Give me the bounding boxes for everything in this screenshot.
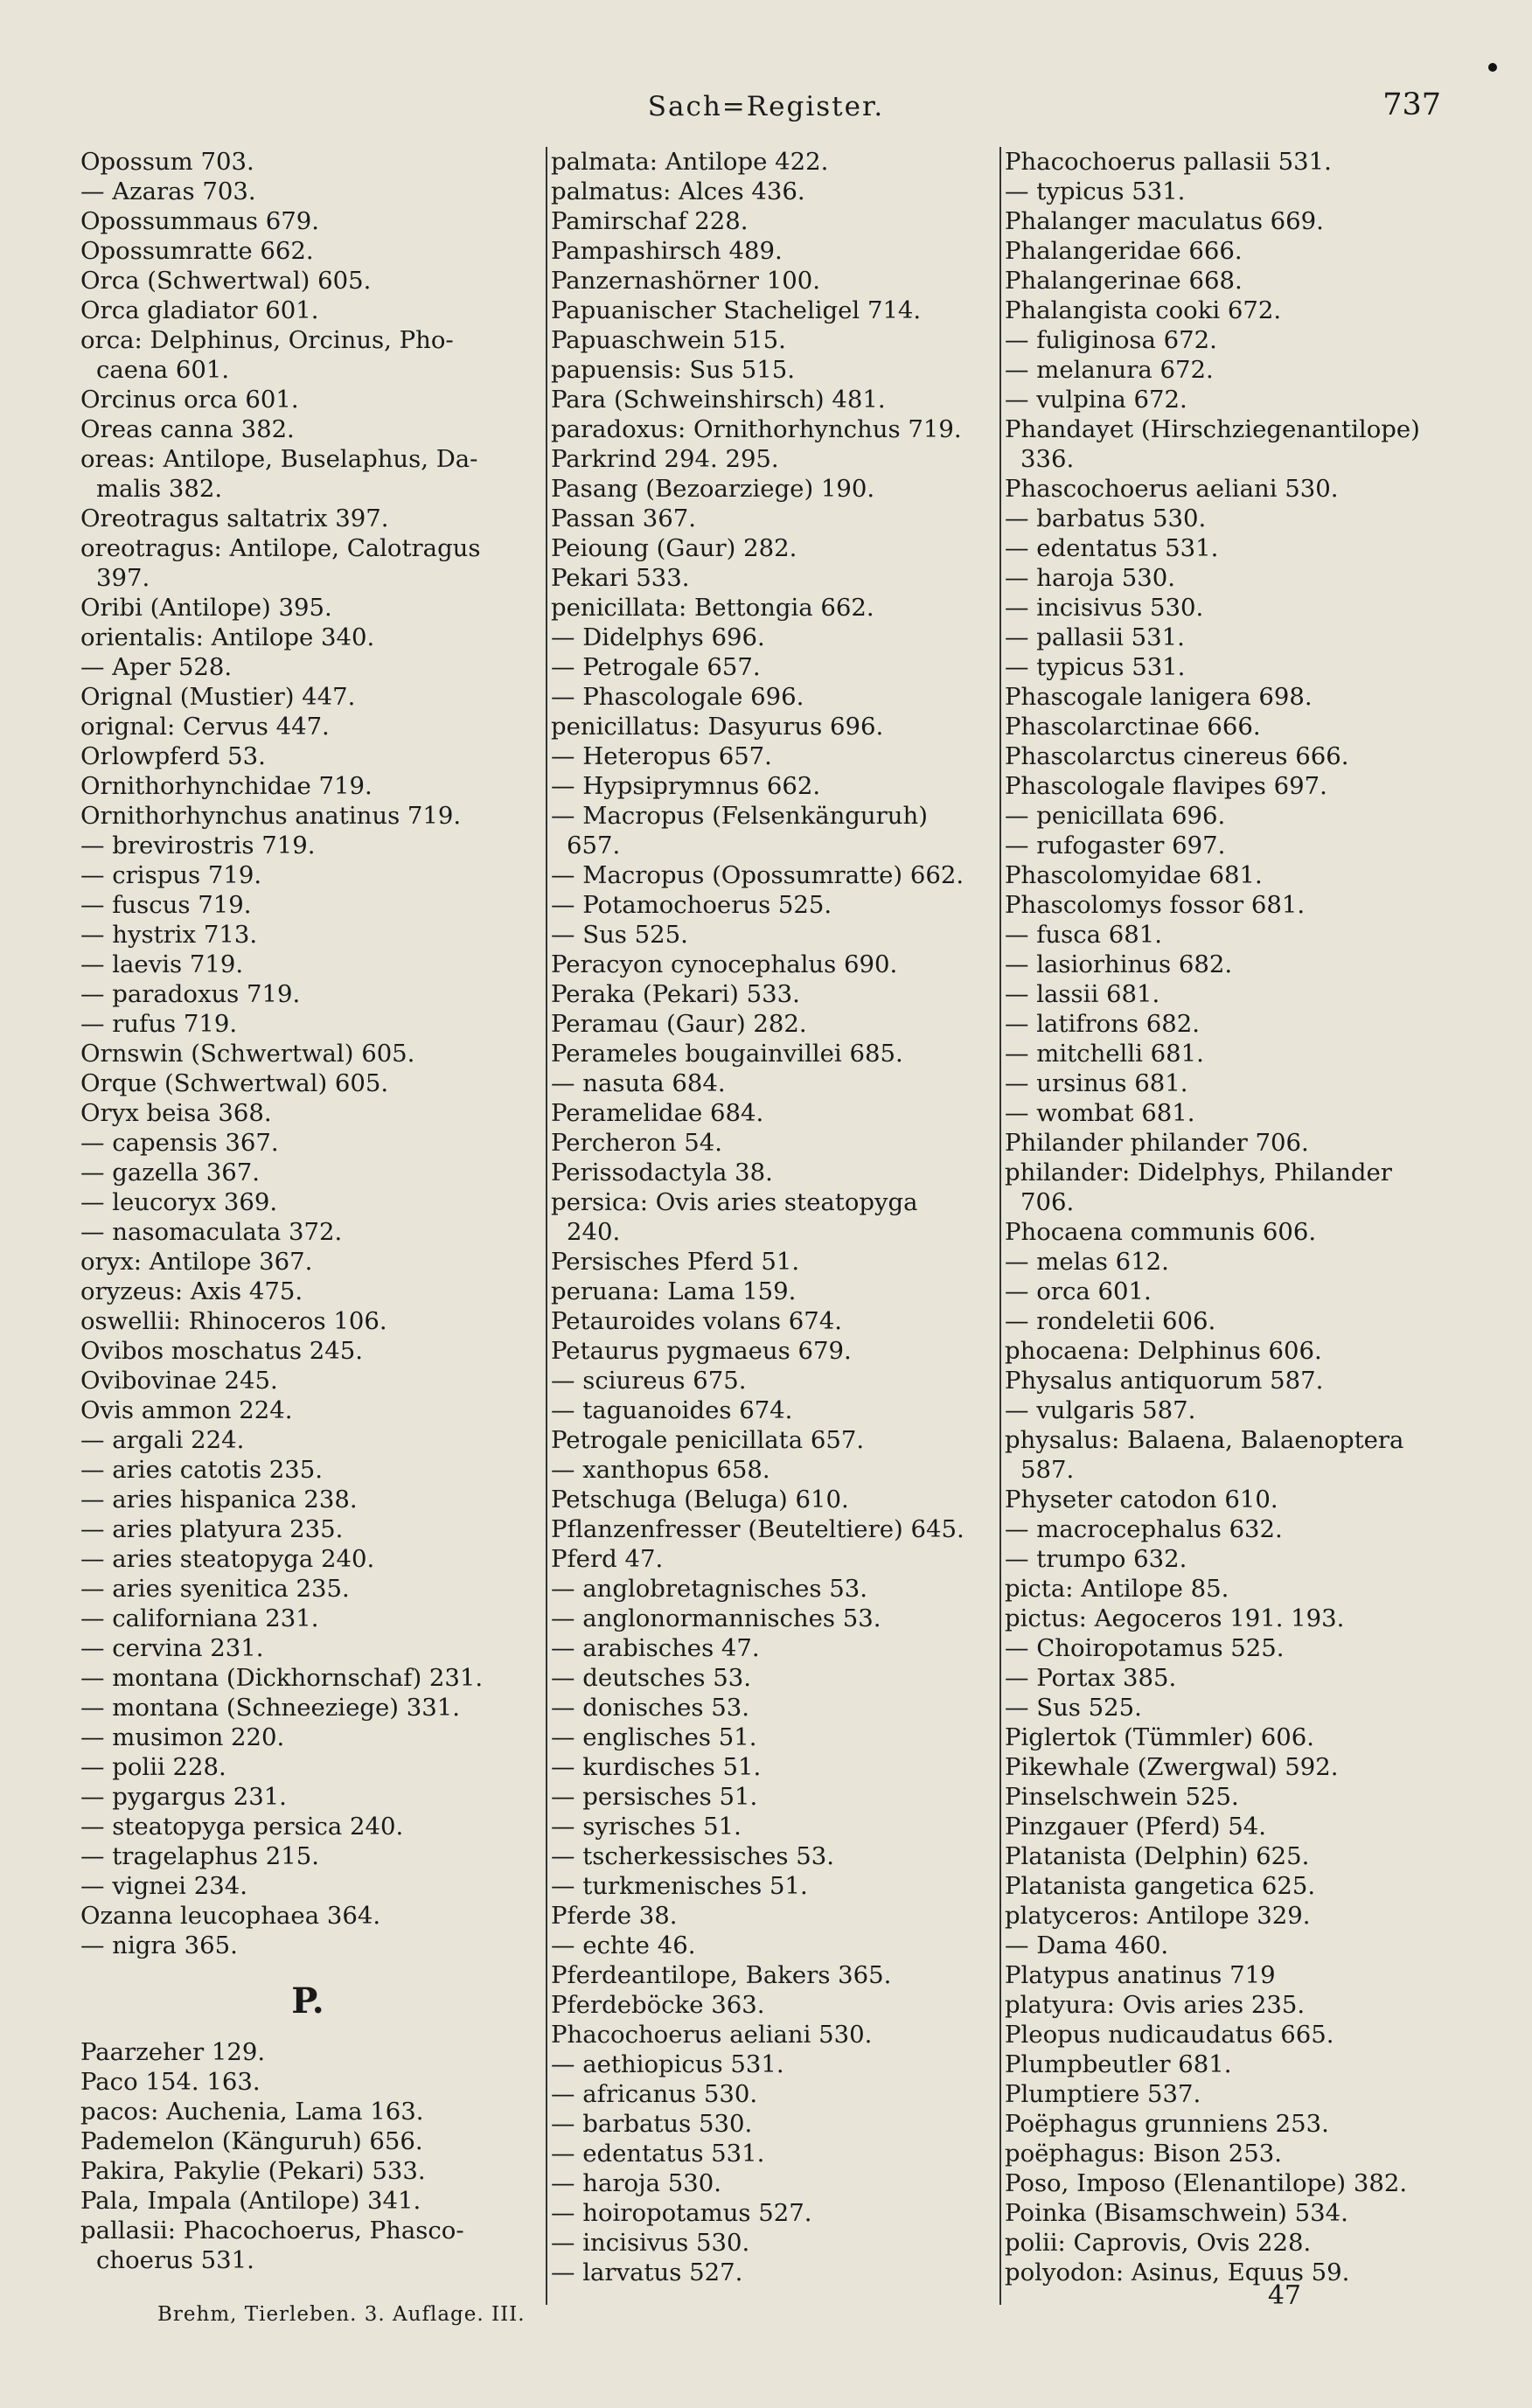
index-entry: — trumpo 632. <box>1005 1545 1187 1573</box>
index-entry: papuensis: Sus 515. <box>551 356 795 384</box>
index-entry: — lassii 681. <box>1005 980 1160 1008</box>
index-entry: Poso, Imposo (Elenantilope) 382. <box>1005 2169 1408 2197</box>
index-entry: Physalus antiquorum 587. <box>1005 1367 1324 1395</box>
index-entry: — aries steatopyga 240. <box>80 1545 375 1573</box>
index-entry: palmata: Antilope 422. <box>551 148 829 176</box>
index-entry: Peramau (Gaur) 282. <box>551 1010 807 1038</box>
index-entry: — Heteropus 657. <box>551 742 772 770</box>
index-entry: — fusca 681. <box>1005 921 1163 949</box>
index-entry: Pademelon (Känguruh) 656. <box>80 2127 423 2155</box>
index-entry: — lasiorhinus 682. <box>1005 950 1233 978</box>
index-entry: orca: Delphinus, Orcinus, Pho- <box>80 326 454 354</box>
index-entry: — aries syenitica 235. <box>80 1575 350 1603</box>
index-entry: — rufogaster 697. <box>1005 832 1226 860</box>
index-entry: Paco 154. 163. <box>80 2068 261 2096</box>
index-entry: Phascolarctinae 666. <box>1005 713 1261 741</box>
index-entry: polii: Caprovis, Ovis 228. <box>1005 2229 1312 2257</box>
index-entry: — nigra 365. <box>80 1931 238 1959</box>
index-entry: Opossumratte 662. <box>80 237 314 265</box>
index-entry: Oryx beisa 368. <box>80 1099 272 1127</box>
entry-list <box>547 147 993 2287</box>
index-entry: — cervina 231. <box>80 1634 264 1662</box>
index-entry: — macrocephalus 632. <box>1005 1515 1283 1543</box>
index-entry: — Aper 528. <box>80 653 233 681</box>
footer-imprint: Brehm, Tierleben. 3. Auflage. III. <box>157 2303 526 2326</box>
index-entry: Orcinus orca 601. <box>80 386 299 414</box>
index-entry: physalus: Balaena, Balaenoptera <box>1005 1426 1404 1454</box>
page-number: 737 <box>1382 87 1441 122</box>
index-entry: Peramelidae 684. <box>551 1099 764 1127</box>
index-entry: Papuaschwein 515. <box>551 326 786 354</box>
index-entry: — Macropus (Opossumratte) 662. <box>551 861 964 889</box>
index-entry: Ornithorhynchus anatinus 719. <box>80 802 462 830</box>
index-entry: persica: Ovis aries steatopyga <box>551 1188 918 1216</box>
index-entry: Phascologale flavipes 697. <box>1005 772 1327 800</box>
index-entry: — paradoxus 719. <box>80 980 301 1008</box>
index-entry: Ovibos moschatus 245. <box>80 1337 363 1365</box>
index-entry: Ovibovinae 245. <box>80 1367 278 1395</box>
index-entry: — haroja 530. <box>1005 564 1175 592</box>
index-entry: Oreotragus saltatrix 397. <box>80 505 389 532</box>
index-entry: paradoxus: Ornithorhynchus 719. <box>551 415 962 443</box>
index-entry: Ornswin (Schwertwal) 605. <box>80 1040 415 1068</box>
index-entry: — aries catotis 235. <box>80 1456 324 1484</box>
index-entry: — nasuta 684. <box>551 1069 726 1097</box>
index-entry: Pinzgauer (Pferd) 54. <box>1005 1813 1267 1841</box>
index-entry: penicillatus: Dasyurus 696. <box>551 713 884 741</box>
index-entry: Phascolarctus cinereus 666. <box>1005 742 1349 770</box>
index-entry: oryzeus: Axis 475. <box>80 1277 303 1305</box>
index-entry: Platypus anatinus 719 <box>1005 1961 1276 1989</box>
index-entry: malis 382. <box>96 475 223 503</box>
index-entry: — Sus 525. <box>1005 1694 1142 1722</box>
index-entry: — pallasii 531. <box>1005 623 1185 651</box>
index-entry: — anglonormannisches 53. <box>551 1604 881 1632</box>
index-entry: — fuscus 719. <box>80 891 252 919</box>
index-column-1 <box>80 147 535 2275</box>
index-entry: Phascochoerus aeliani 530. <box>1005 475 1339 503</box>
index-entry: — brevirostris 719. <box>80 832 316 860</box>
index-entry: penicillata: Bettongia 662. <box>551 594 874 622</box>
index-entry: — musimon 220. <box>80 1723 285 1751</box>
index-entry: — Potamochoerus 525. <box>551 891 832 919</box>
index-entry: pacos: Auchenia, Lama 163. <box>80 2098 424 2126</box>
index-entry: Orignal (Mustier) 447. <box>80 683 356 711</box>
index-entry: — latifrons 682. <box>1005 1010 1200 1038</box>
index-entry: — edentatus 531. <box>1005 534 1219 562</box>
entry-list-o <box>80 147 535 1960</box>
index-entry: philander: Didelphys, Philander <box>1005 1159 1392 1187</box>
index-entry: Paarzeher 129. <box>80 2038 266 2066</box>
index-entry: poëphagus: Bison 253. <box>1005 2140 1282 2168</box>
index-entry: Phacochoerus aeliani 530. <box>551 2021 873 2049</box>
index-entry: — tragelaphus 215. <box>80 1842 320 1870</box>
index-entry: Oreas canna 382. <box>80 415 295 443</box>
index-entry: — montana (Dickhornschaf) 231. <box>80 1664 484 1692</box>
index-entry: Phalangeridae 666. <box>1005 237 1243 265</box>
index-entry: — capensis 367. <box>80 1129 279 1157</box>
index-entry: — rufus 719. <box>80 1010 238 1038</box>
index-entry: Panzernashörner 100. <box>551 267 821 295</box>
index-entry: Pakira, Pakylie (Pekari) 533. <box>80 2157 426 2185</box>
index-entry: Phascolomys fossor 681. <box>1005 891 1306 919</box>
index-entry: Platanista gangetica 625. <box>1005 1872 1316 1900</box>
index-entry: Peracyon cynocephalus 690. <box>551 950 898 978</box>
index-entry: — larvatus 527. <box>551 2258 743 2286</box>
index-entry: — Phascologale 696. <box>551 683 804 711</box>
index-entry: Petaurus pygmaeus 679. <box>551 1337 852 1365</box>
index-entry: — vignei 234. <box>80 1872 247 1900</box>
index-entry: orientalis: Antilope 340. <box>80 623 375 651</box>
index-entry: picta: Antilope 85. <box>1005 1575 1229 1603</box>
index-entry: Philander philander 706. <box>1005 1129 1309 1157</box>
index-entry: 397. <box>96 564 150 592</box>
index-entry: Phocaena communis 606. <box>1005 1218 1317 1246</box>
index-entry: 657. <box>567 832 621 860</box>
index-entry: — Dama 460. <box>1005 1931 1169 1959</box>
index-entry: Pflanzenfresser (Beuteltiere) 645. <box>551 1515 964 1543</box>
index-entry: Peioung (Gaur) 282. <box>551 534 797 562</box>
index-entry: — echte 46. <box>551 1931 696 1959</box>
index-entry: — donisches 53. <box>551 1694 749 1722</box>
index-entry: — Portax 385. <box>1005 1664 1177 1692</box>
index-entry: Physeter catodon 610. <box>1005 1486 1278 1514</box>
index-entry: Phalangista cooki 672. <box>1005 296 1282 324</box>
page-footer <box>0 2280 1532 2338</box>
index-entry: — fuliginosa 672. <box>1005 326 1217 354</box>
index-entry: — Choiropotamus 525. <box>1005 1634 1285 1662</box>
index-entry: — Didelphys 696. <box>551 623 765 651</box>
index-entry: — californiana 231. <box>80 1604 319 1632</box>
index-entry: — xanthopus 658. <box>551 1456 770 1484</box>
index-entry: — typicus 531. <box>1005 653 1186 681</box>
index-entry: Pferde 38. <box>551 1902 678 1930</box>
index-entry: Phacochoerus pallasii 531. <box>1005 148 1332 176</box>
entry-list-p <box>80 2037 535 2275</box>
index-entry: Pekari 533. <box>551 564 690 592</box>
index-entry: — persisches 51. <box>551 1783 758 1811</box>
page-title: Sach=Register. <box>647 91 885 122</box>
index-entry: Parkrind 294. 295. <box>551 445 779 473</box>
index-entry: choerus 531. <box>96 2246 254 2274</box>
index-entry: — anglobretagnisches 53. <box>551 1575 867 1603</box>
index-entry: — arabisches 47. <box>551 1634 760 1662</box>
margin-dot <box>1488 63 1497 72</box>
entry-list <box>1001 147 1456 2287</box>
index-entry: — rondeletii 606. <box>1005 1307 1216 1335</box>
index-entry: Ornithorhynchidae 719. <box>80 772 373 800</box>
index-entry: Percheron 54. <box>551 1129 722 1157</box>
index-entry: — aries platyura 235. <box>80 1515 344 1543</box>
index-entry: Peraka (Pekari) 533. <box>551 980 800 1008</box>
index-entry: Perissodactyla 38. <box>551 1159 773 1187</box>
index-entry: — polii 228. <box>80 1753 226 1781</box>
index-entry: Opossum 703. <box>80 148 254 176</box>
index-entry: — aries hispanica 238. <box>80 1486 358 1514</box>
signature-mark: 47 <box>1267 2280 1301 2311</box>
index-entry: Pferdeböcke 363. <box>551 1991 765 2019</box>
index-entry: — pygargus 231. <box>80 1783 287 1811</box>
index-entry: — turkmenisches 51. <box>551 1872 808 1900</box>
index-entry: — orca 601. <box>1005 1277 1152 1305</box>
index-entry: 706. <box>1020 1188 1075 1216</box>
index-entry: Pala, Impala (Antilope) 341. <box>80 2187 421 2215</box>
index-entry: — sciureus 675. <box>551 1367 747 1395</box>
index-entry: Pferdeantilope, Bakers 365. <box>551 1961 892 1989</box>
index-entry: oryx: Antilope 367. <box>80 1248 313 1276</box>
index-entry: — laevis 719. <box>80 950 244 978</box>
index-entry: — vulgaris 587. <box>1005 1396 1196 1424</box>
section-letter: P. <box>291 1980 324 2022</box>
index-entry: oreas: Antilope, Buselaphus, Da- <box>80 445 478 473</box>
index-entry: Para (Schweinshirsch) 481. <box>551 386 886 414</box>
index-entry: — englisches 51. <box>551 1723 757 1751</box>
index-entry: Petschuga (Beluga) 610. <box>551 1486 849 1514</box>
index-entry: Pamirschaf 228. <box>551 207 749 235</box>
index-entry: — melas 612. <box>1005 1248 1169 1276</box>
index-entry: — nasomaculata 372. <box>80 1218 343 1246</box>
index-column-3 <box>999 147 1456 2305</box>
index-entry: Piglertok (Tümmler) 606. <box>1005 1723 1314 1751</box>
index-entry: Phalangerinae 668. <box>1005 267 1243 295</box>
index-entry: — edentatus 531. <box>551 2140 765 2168</box>
index-entry: — taguanoides 674. <box>551 1396 793 1424</box>
index-entry: — penicillata 696. <box>1005 802 1226 830</box>
index-entry: — deutsches 53. <box>551 1664 751 1692</box>
index-entry: Platanista (Delphin) 625. <box>1005 1842 1310 1870</box>
index-entry: — ursinus 681. <box>1005 1069 1188 1097</box>
index-entry: Petrogale penicillata 657. <box>551 1426 865 1454</box>
index-entry: platyura: Ovis aries 235. <box>1005 1991 1306 2019</box>
index-entry: — barbatus 530. <box>551 2110 753 2138</box>
index-entry: pallasii: Phacochoerus, Phasco- <box>80 2217 464 2244</box>
index-entry: — aethiopicus 531. <box>551 2050 784 2078</box>
index-entry: Poinka (Bisamschwein) 534. <box>1005 2199 1348 2227</box>
index-entry: — steatopyga persica 240. <box>80 1813 404 1841</box>
index-entry: — incisivus 530. <box>551 2229 750 2257</box>
index-entry: Pampashirsch 489. <box>551 237 783 265</box>
index-entry: Pleopus nudicaudatus 665. <box>1005 2021 1334 2049</box>
index-entry: peruana: Lama 159. <box>551 1277 797 1305</box>
index-entry: caena 601. <box>96 356 230 384</box>
index-entry: Ozanna leucophaea 364. <box>80 1902 381 1930</box>
index-entry: Plumpbeutler 681. <box>1005 2050 1232 2078</box>
index-entry: palmatus: Alces 436. <box>551 177 805 205</box>
index-entry: Plumptiere 537. <box>1005 2080 1201 2108</box>
index-entry: — typicus 531. <box>1005 177 1186 205</box>
index-entry: Pinselschwein 525. <box>1005 1783 1239 1811</box>
index-entry: phocaena: Delphinus 606. <box>1005 1337 1322 1365</box>
index-entry: Persisches Pferd 51. <box>551 1248 800 1276</box>
page-header <box>0 84 1532 136</box>
index-entry: — crispus 719. <box>80 861 262 889</box>
index-entry: polyodon: Asinus, Equus 59. <box>1005 2258 1350 2286</box>
index-entry: — hystrix 713. <box>80 921 258 949</box>
index-entry: — hoiropotamus 527. <box>551 2199 812 2227</box>
index-entry: — gazella 367. <box>80 1159 260 1187</box>
index-entry: pictus: Aegoceros 191. 193. <box>1005 1604 1345 1632</box>
index-entry: Ovis ammon 224. <box>80 1396 293 1424</box>
index-entry: — Azaras 703. <box>80 177 256 205</box>
index-entry: platyceros: Antilope 329. <box>1005 1902 1311 1930</box>
index-entry: — mitchelli 681. <box>1005 1040 1204 1068</box>
index-entry: — leucoryx 369. <box>80 1188 278 1216</box>
index-entry: — tscherkessisches 53. <box>551 1842 834 1870</box>
index-entry: — Macropus (Felsenkänguruh) <box>551 802 928 830</box>
index-entry: 240. <box>567 1218 621 1246</box>
index-entry: — melanura 672. <box>1005 356 1214 384</box>
index-entry: Pferd 47. <box>551 1545 664 1573</box>
index-entry: — barbatus 530. <box>1005 505 1207 532</box>
index-entry: Phascolomyidae 681. <box>1005 861 1263 889</box>
index-entry: — montana (Schneeziege) 331. <box>80 1694 460 1722</box>
index-entry: Opossummaus 679. <box>80 207 319 235</box>
index-entry: — syrisches 51. <box>551 1813 742 1841</box>
index-entry: Phascogale lanigera 698. <box>1005 683 1313 711</box>
index-entry: — africanus 530. <box>551 2080 758 2108</box>
index-column-2 <box>546 147 993 2305</box>
index-entry: — kurdisches 51. <box>551 1753 762 1781</box>
index-entry: — Hypsiprymnus 662. <box>551 772 821 800</box>
index-entry: oswellii: Rhinoceros 106. <box>80 1307 387 1335</box>
index-entry: orignal: Cervus 447. <box>80 713 330 741</box>
index-entry: — argali 224. <box>80 1426 245 1454</box>
index-entry: Papuanischer Stacheligel 714. <box>551 296 922 324</box>
index-entry: Poëphagus grunniens 253. <box>1005 2110 1329 2138</box>
index-entry: Orca gladiator 601. <box>80 296 319 324</box>
index-entry: Oribi (Antilope) 395. <box>80 594 332 622</box>
index-entry: oreotragus: Antilope, Calotragus <box>80 534 481 562</box>
index-entry: 336. <box>1020 445 1075 473</box>
index-entry: Phandayet (Hirschziegenantilope) <box>1005 415 1420 443</box>
index-entry: — vulpina 672. <box>1005 386 1187 414</box>
index-entry: Perameles bougainvillei 685. <box>551 1040 903 1068</box>
index-entry: — Petrogale 657. <box>551 653 761 681</box>
index-entry: Passan 367. <box>551 505 696 532</box>
index-entry: — Sus 525. <box>551 921 688 949</box>
index-entry: — haroja 530. <box>551 2169 721 2197</box>
index-entry: Pasang (Bezoarziege) 190. <box>551 475 875 503</box>
index-entry: 587. <box>1020 1456 1075 1484</box>
index-entry: Pikewhale (Zwergwal) 592. <box>1005 1753 1339 1781</box>
index-entry: Orca (Schwertwal) 605. <box>80 267 372 295</box>
index-entry: — incisivus 530. <box>1005 594 1204 622</box>
index-entry: — wombat 681. <box>1005 1099 1195 1127</box>
index-entry: Orque (Schwertwal) 605. <box>80 1069 389 1097</box>
index-entry: Petauroides volans 674. <box>551 1307 843 1335</box>
index-entry: Phalanger maculatus 669. <box>1005 207 1324 235</box>
index-entry: Orlowpferd 53. <box>80 742 266 770</box>
